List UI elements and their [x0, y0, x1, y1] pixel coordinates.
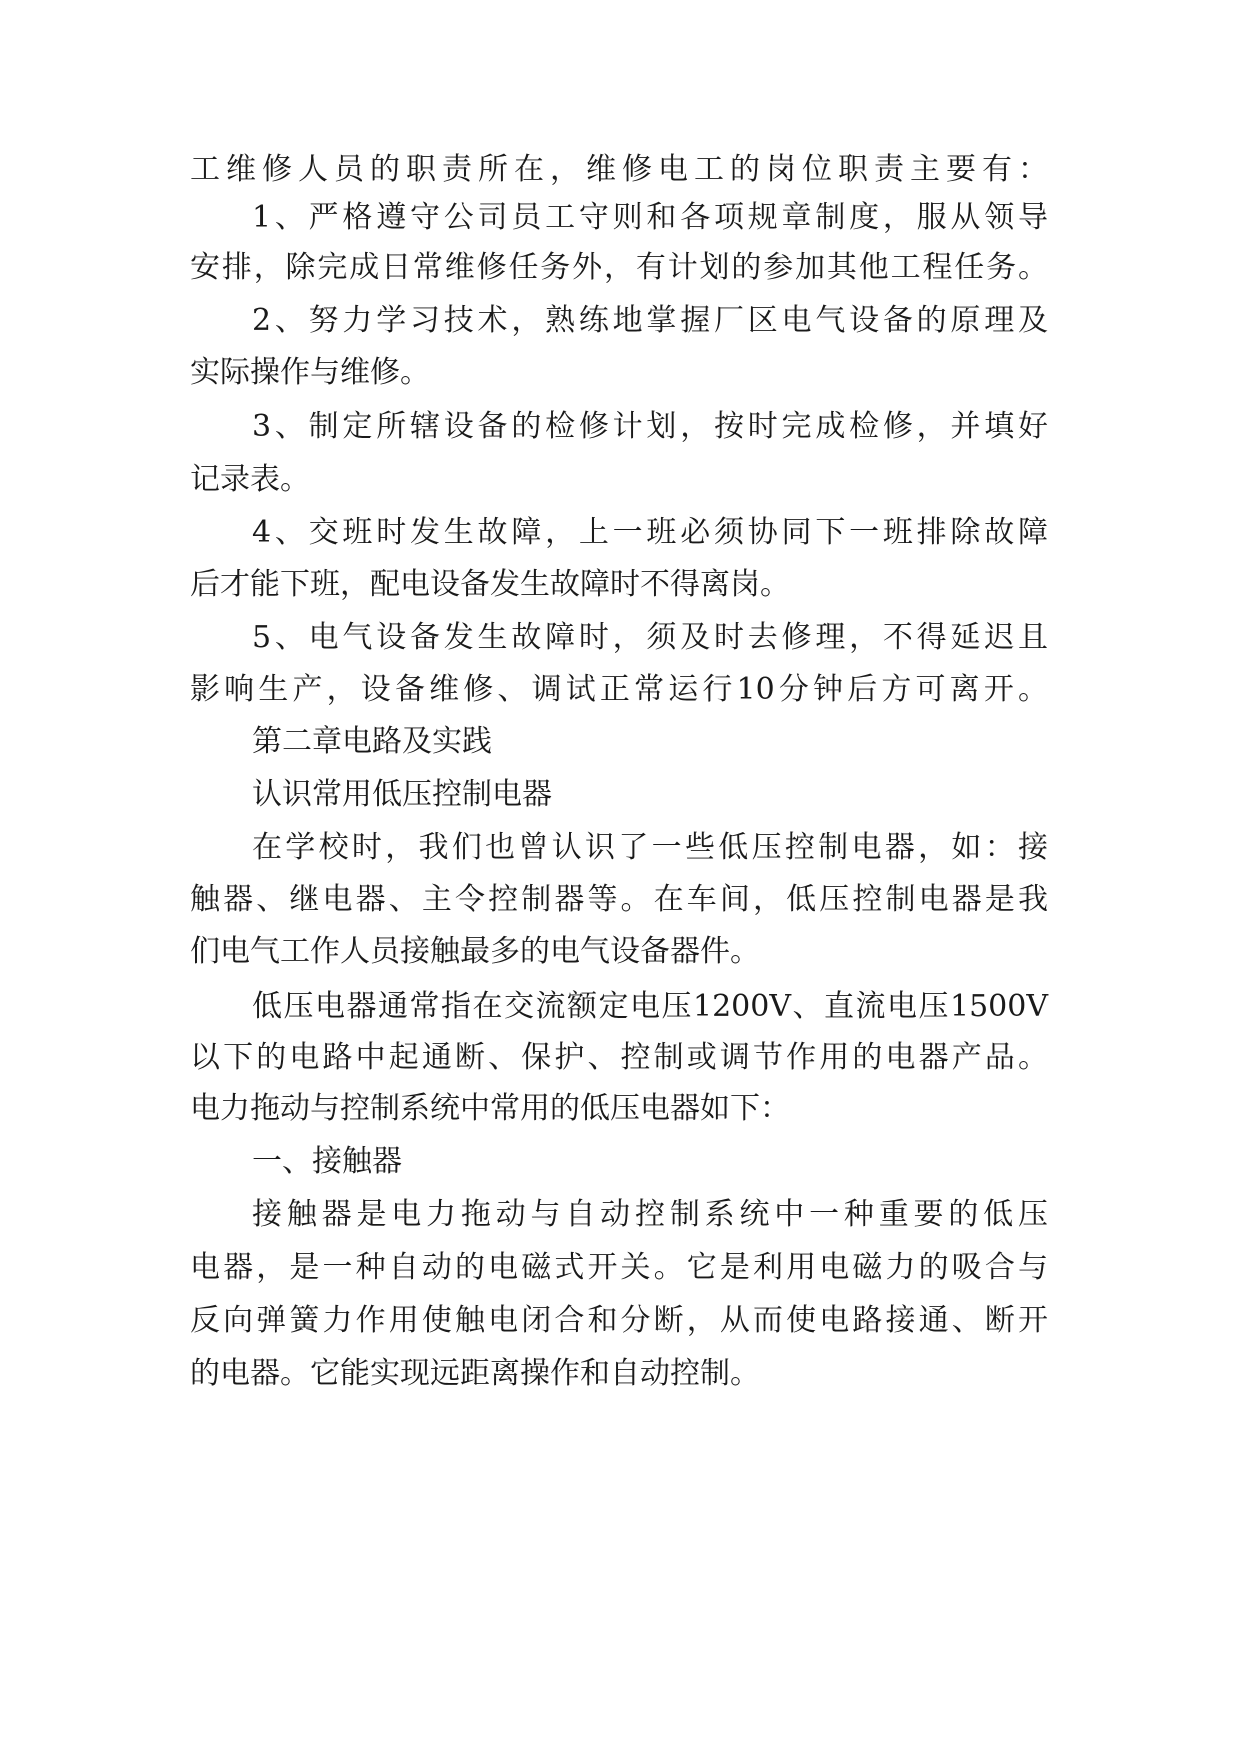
text-line: 电器，是一种自动的电磁式开关。它是利用电磁力的吸合与: [190, 1250, 1048, 1285]
text-line: 记录表。: [190, 462, 310, 497]
text-line: 实际操作与维修。: [190, 355, 430, 390]
text-line: 5、电气设备发生故障时，须及时去修理，不得延迟且: [252, 620, 1048, 655]
subsection-heading: 认识常用低压控制电器: [252, 777, 552, 812]
list-heading: 一、接触器: [252, 1144, 402, 1179]
text-line: 1、严格遵守公司员工守则和各项规章制度，服从领导: [252, 200, 1048, 235]
section-heading: 第二章电路及实践: [252, 724, 492, 759]
text-line: 后才能下班，配电设备发生故障时不得离岗。: [190, 567, 790, 602]
text-line: 3、制定所辖设备的检修计划，按时完成检修，并填好: [252, 409, 1048, 444]
text-line: 工维修人员的职责所在，维修电工的岗位职责主要有：: [190, 152, 1048, 187]
text-line: 安排，除完成日常维修任务外，有计划的参加其他工程任务。: [190, 250, 1048, 285]
text-line: 在学校时，我们也曾认识了一些低压控制电器，如：接: [252, 830, 1048, 865]
text-line: 4、交班时发生故障，上一班必须协同下一班排除故障: [252, 515, 1048, 550]
text-line: 接触器是电力拖动与自动控制系统中一种重要的低压: [252, 1197, 1048, 1232]
text-line: 们电气工作人员接触最多的电气设备器件。: [190, 934, 760, 969]
text-line: 电力拖动与控制系统中常用的低压电器如下：: [190, 1091, 790, 1126]
text-line: 触器、继电器、主令控制器等。在车间，低压控制电器是我: [190, 882, 1048, 917]
text-line: 2、努力学习技术，熟练地掌握厂区电气设备的原理及: [252, 303, 1048, 338]
text-line: 的电器。它能实现远距离操作和自动控制。: [190, 1356, 760, 1391]
text-line: 影响生产，设备维修、调试正常运行10分钟后方可离开。: [190, 672, 1048, 707]
text-line: 反向弹簧力作用使触电闭合和分断，从而使电路接通、断开: [190, 1303, 1048, 1338]
text-line: 以下的电路中起通断、保护、控制或调节作用的电器产品。: [190, 1040, 1048, 1075]
text-line: 低压电器通常指在交流额定电压1200V、直流电压1500V: [252, 989, 1048, 1024]
